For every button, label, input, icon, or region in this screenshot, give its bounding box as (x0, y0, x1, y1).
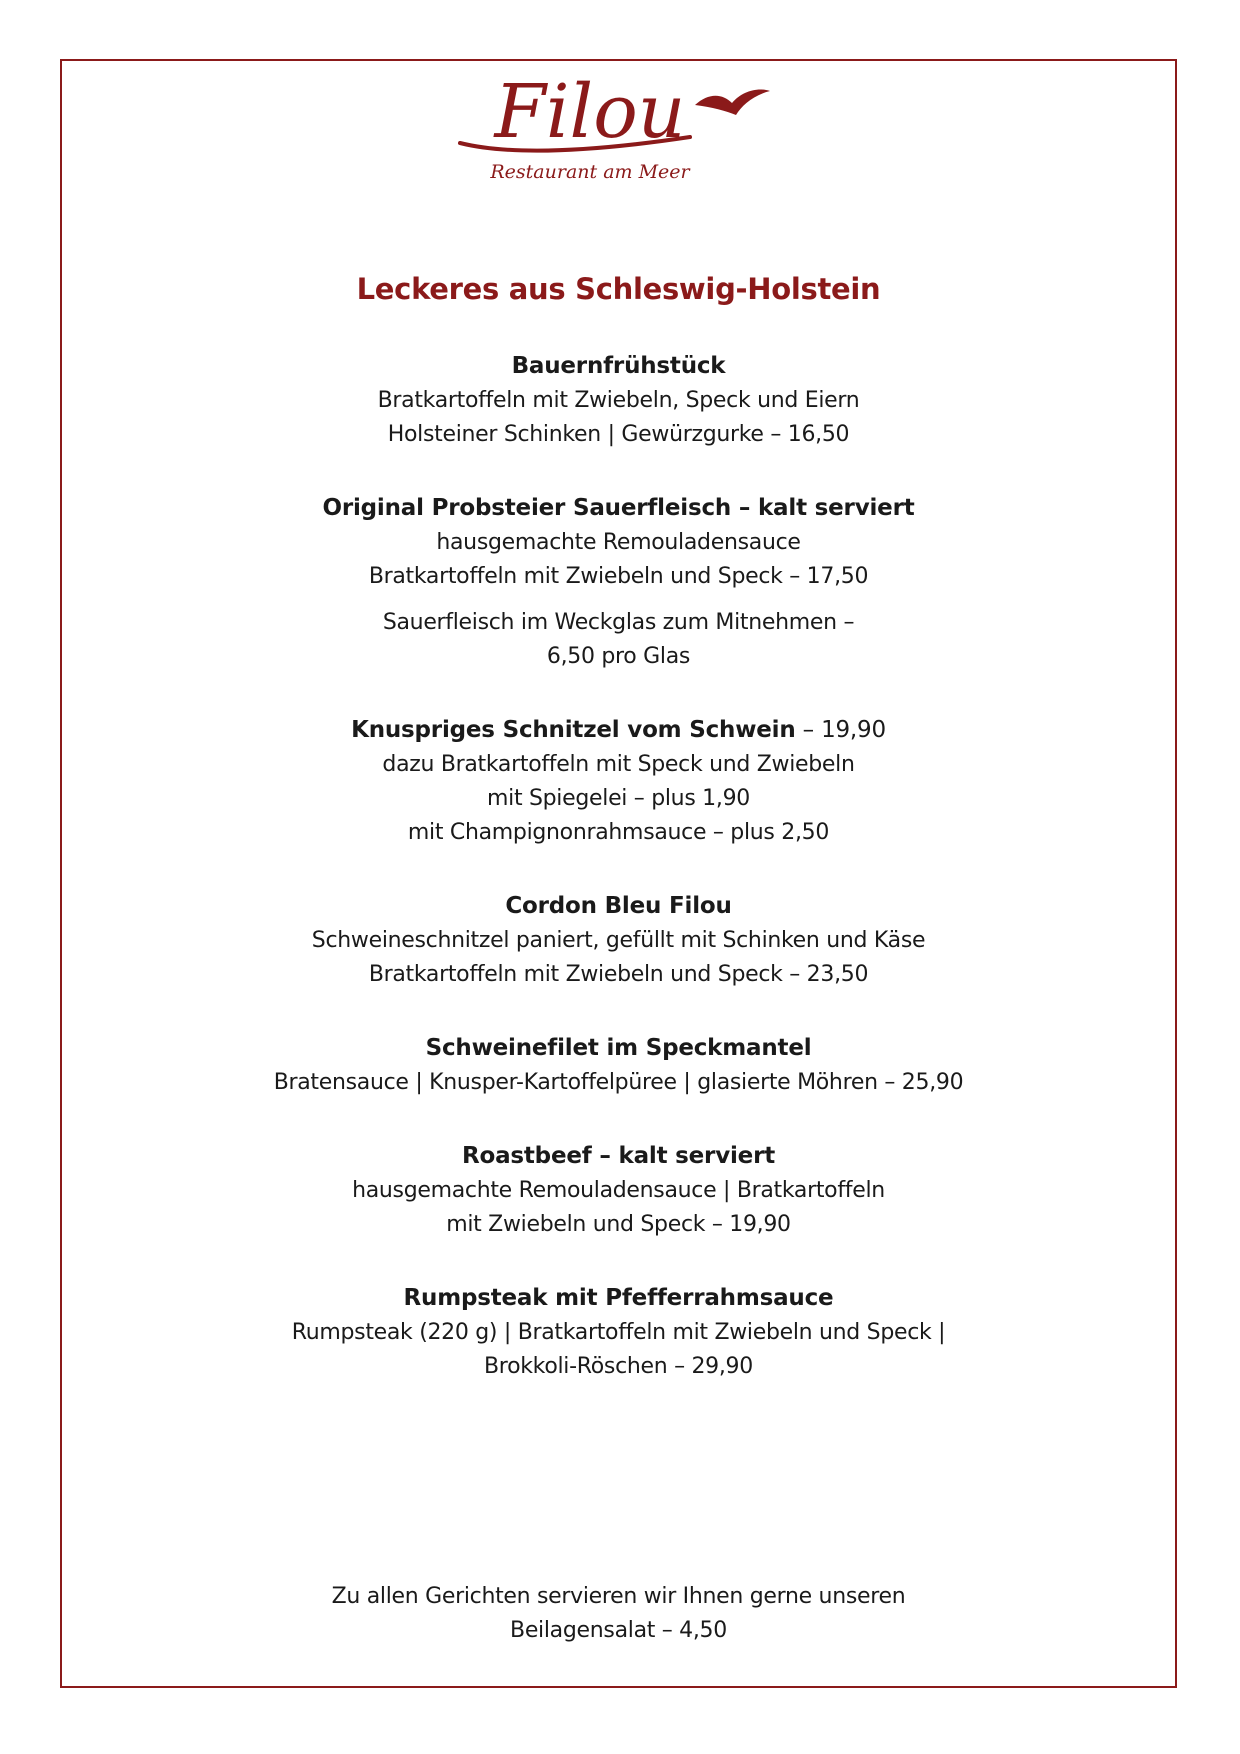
logo-wordmark: Filou (494, 75, 686, 155)
filou-logo (0, 75, 1240, 205)
dish-sauerfleisch (60, 490, 1177, 674)
dish-description: mit Champignonrahmsauce – plus 2,50 (407, 820, 830, 845)
dish-description: mit Zwiebeln und Speck – 19,90 (446, 1212, 791, 1237)
dish-description: Bratkartoffeln mit Zwiebeln und Speck – 17,50 (368, 564, 869, 589)
filou-logo-graphic (440, 75, 800, 205)
dish-extra-line: 6,50 pro Glas (546, 644, 691, 669)
dish-schweinefilet (60, 1030, 1177, 1100)
dish-roastbeef (60, 1138, 1177, 1242)
dish-schnitzel (60, 712, 1177, 850)
dish-description: Brokkoli-Röschen – 29,90 (484, 1354, 753, 1379)
dish-name: Bauernfrühstück (511, 353, 726, 379)
dish-description: Rumpsteak (220 g) | Bratkartoffeln mit Zwiebeln und Speck | (291, 1320, 946, 1345)
dish-description: Bratkartoffeln mit Zwiebeln, Speck und Eiern (377, 388, 860, 413)
dish-extra (60, 606, 1177, 674)
dish-description: Bratensauce | Knusper-Kartoffelpüree | glasierte Möhren – 25,90 (273, 1070, 964, 1095)
menu-content (60, 272, 1177, 1422)
page-title: Leckeres aus Schleswig-Holstein (356, 272, 881, 306)
seagull-icon (695, 90, 770, 116)
dish-description: mit Spiegelei – plus 1,90 (487, 786, 750, 811)
dish-name (60, 712, 1177, 748)
dish-extra-line: Sauerfleisch im Weckglas zum Mitnehmen – (382, 610, 855, 635)
dish-description: dazu Bratkartoffeln mit Speck und Zwiebeln (382, 752, 855, 777)
dish-name: Rumpsteak mit Pfefferrahmsauce (403, 1285, 834, 1311)
dish-description: Bratkartoffeln mit Zwiebeln und Speck – 23,50 (368, 962, 869, 987)
footer-line: Beilagensalat – 4,50 (510, 1618, 727, 1643)
dish-name: Cordon Bleu Filou (505, 893, 732, 919)
dish-rumpsteak (60, 1280, 1177, 1384)
dish-description: Schweineschnitzel paniert, gefüllt mit Schinken und Käse (311, 928, 926, 953)
dish-description: hausgemachte Remouladensauce | Bratkartoffeln (352, 1178, 885, 1203)
dish-cordon-bleu (60, 888, 1177, 992)
dish-name: Schweinefilet im Speckmantel (425, 1035, 812, 1061)
dish-price: – 19,90 (795, 717, 886, 743)
dish-name-text: Knuspriges Schnitzel vom Schwein (351, 717, 796, 743)
dish-description: hausgemachte Remouladensauce (436, 530, 801, 555)
footer-line: Zu allen Gerichten servieren wir Ihnen gerne unseren (331, 1584, 906, 1609)
dish-name: Original Probsteier Sauerfleisch – kalt serviert (322, 495, 915, 521)
logo-tagline: Restaurant am Meer (490, 161, 690, 183)
dish-name: Roastbeef – kalt serviert (461, 1143, 776, 1169)
footer-note (60, 1580, 1177, 1648)
dish-description: Holsteiner Schinken | Gewürzgurke – 16,50 (387, 422, 850, 447)
dish-bauernfruehstueck (60, 348, 1177, 452)
